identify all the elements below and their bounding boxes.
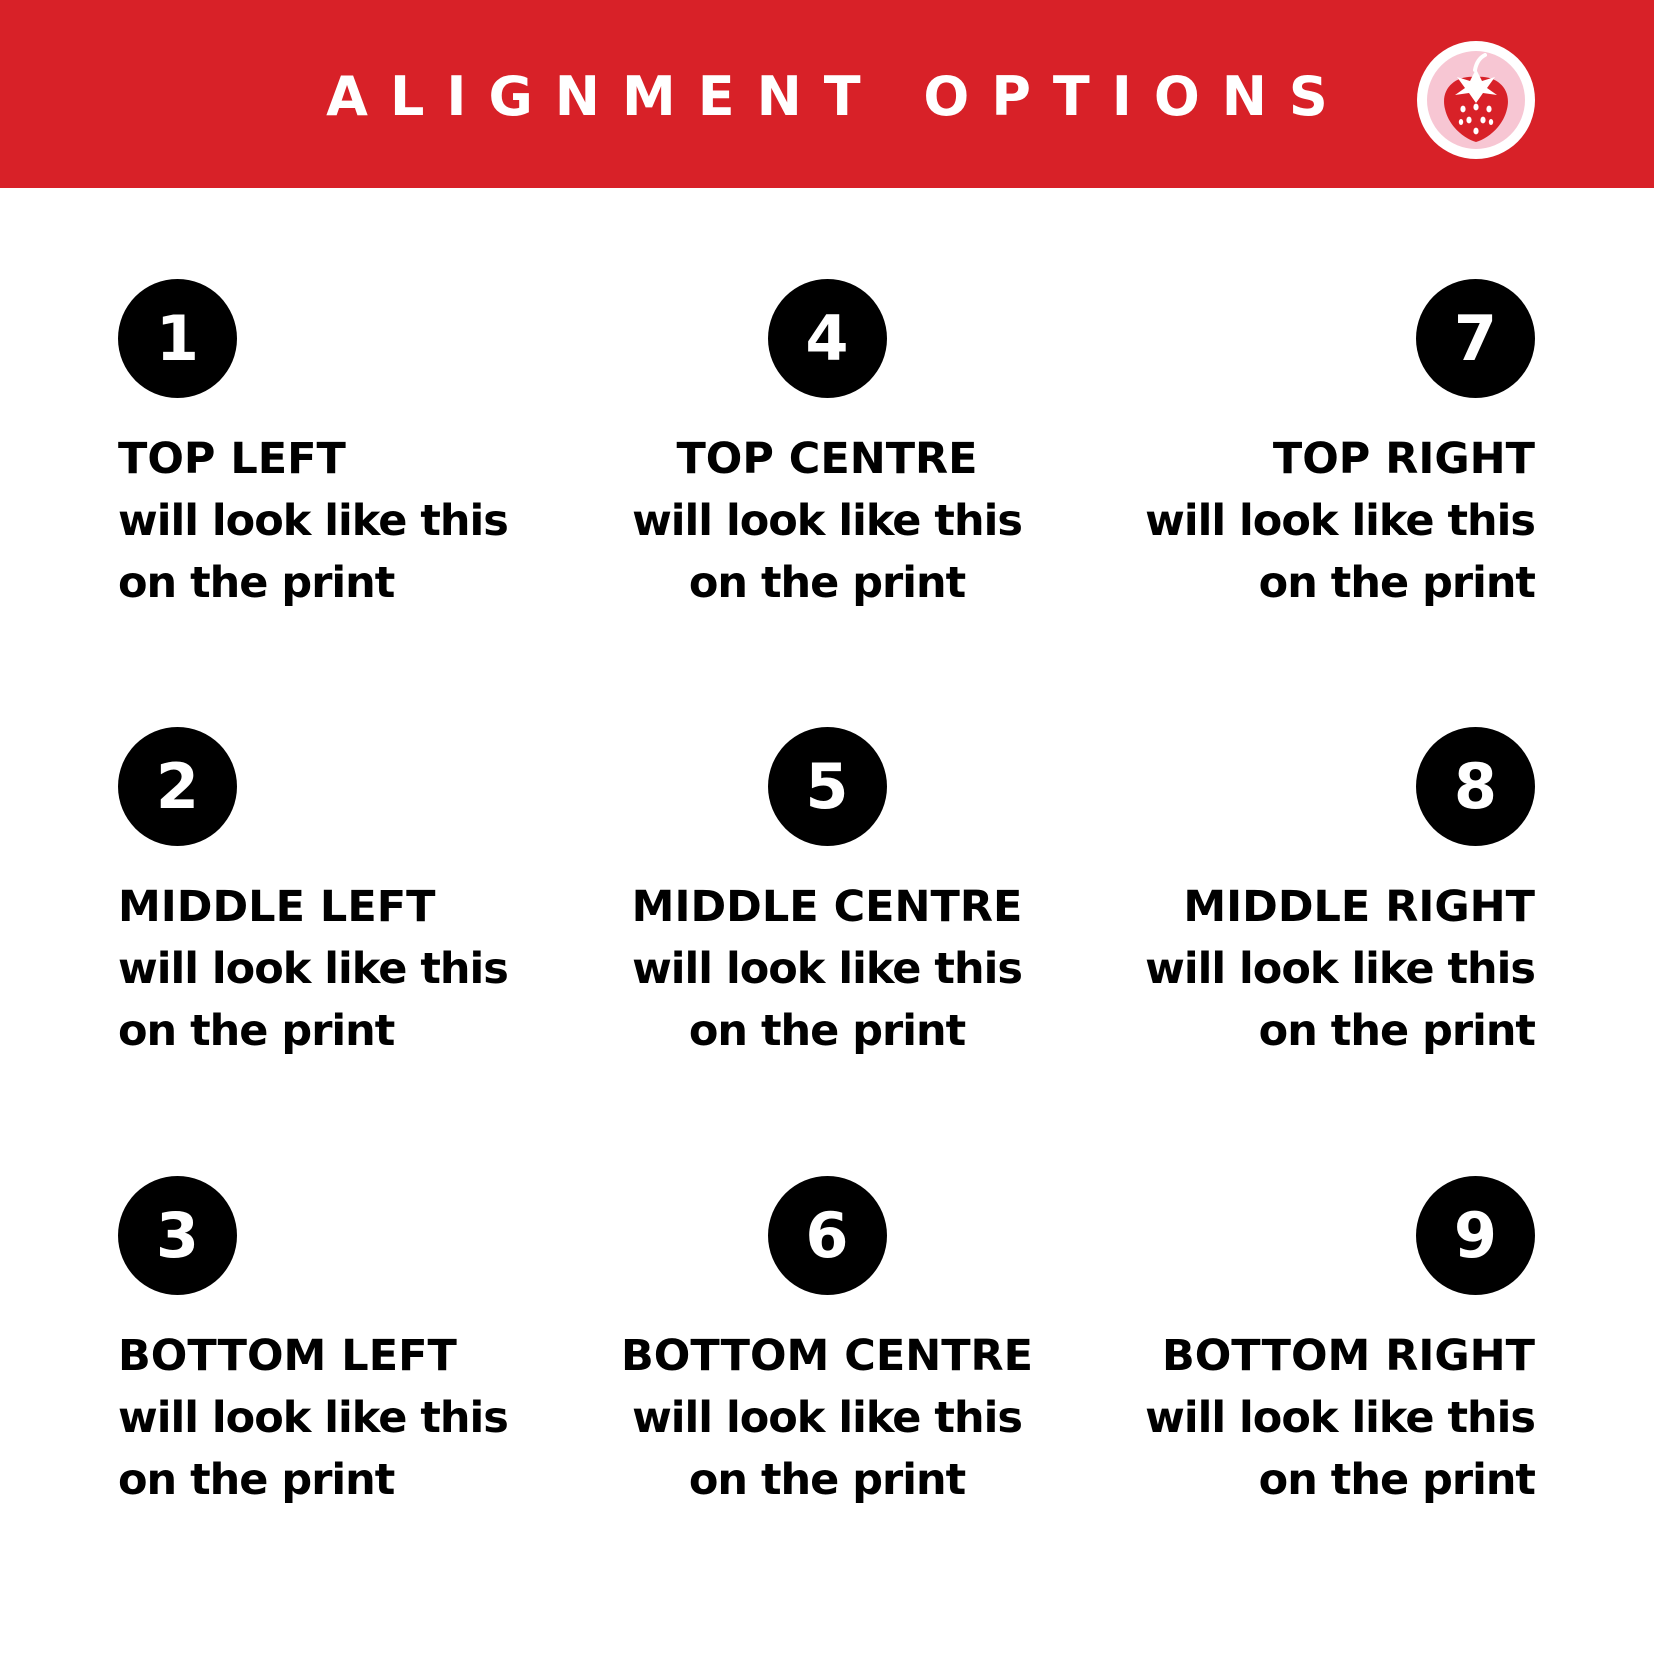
option-description: on the print — [688, 558, 966, 608]
option-description: will look like this — [118, 944, 508, 994]
number-badge: 1 — [118, 279, 237, 398]
option-top-left — [118, 279, 558, 614]
option-bottom-right — [1095, 1176, 1535, 1511]
option-description: will look like this — [118, 1393, 508, 1443]
number-badge: 5 — [768, 727, 887, 846]
option-description: on the print — [1258, 1006, 1535, 1056]
option-description: will look like this — [1145, 944, 1535, 994]
number-badge: 6 — [768, 1176, 887, 1295]
option-title: TOP CENTRE — [676, 434, 978, 484]
option-description: on the print — [688, 1455, 966, 1505]
option-bottom-left — [118, 1176, 558, 1511]
option-middle-right — [1095, 727, 1535, 1062]
number-badge: 9 — [1416, 1176, 1535, 1295]
option-description: on the print — [1258, 1455, 1535, 1505]
option-middle-centre — [607, 727, 1047, 1062]
option-title: BOTTOM CENTRE — [620, 1331, 1034, 1381]
option-title: MIDDLE LEFT — [118, 882, 436, 932]
header-banner — [0, 0, 1654, 188]
option-title: MIDDLE CENTRE — [631, 882, 1023, 932]
option-title: TOP RIGHT — [1272, 434, 1535, 484]
number-badge: 4 — [768, 279, 887, 398]
strawberry-icon — [1417, 41, 1535, 159]
number-badge: 2 — [118, 727, 237, 846]
option-top-centre — [607, 279, 1047, 614]
option-description: will look like this — [1145, 1393, 1535, 1443]
option-title: BOTTOM RIGHT — [1161, 1331, 1535, 1381]
option-description: will look like this — [632, 496, 1022, 546]
option-title: MIDDLE RIGHT — [1183, 882, 1535, 932]
option-description: will look like this — [118, 496, 508, 546]
option-description: will look like this — [632, 944, 1022, 994]
number-badge: 8 — [1416, 727, 1535, 846]
number-badge: 7 — [1416, 279, 1535, 398]
option-title: TOP LEFT — [118, 434, 346, 484]
option-description: on the print — [118, 1455, 395, 1505]
number-badge: 3 — [118, 1176, 237, 1295]
option-bottom-centre — [607, 1176, 1047, 1511]
option-description: will look like this — [632, 1393, 1022, 1443]
option-title: BOTTOM LEFT — [118, 1331, 457, 1381]
option-top-right — [1095, 279, 1535, 614]
option-description: on the print — [688, 1006, 966, 1056]
option-description: on the print — [118, 1006, 395, 1056]
option-description: on the print — [1258, 558, 1535, 608]
option-description: will look like this — [1145, 496, 1535, 546]
option-middle-left — [118, 727, 558, 1062]
option-description: on the print — [118, 558, 395, 608]
page-title: ALIGNMENT OPTIONS — [326, 65, 1350, 128]
